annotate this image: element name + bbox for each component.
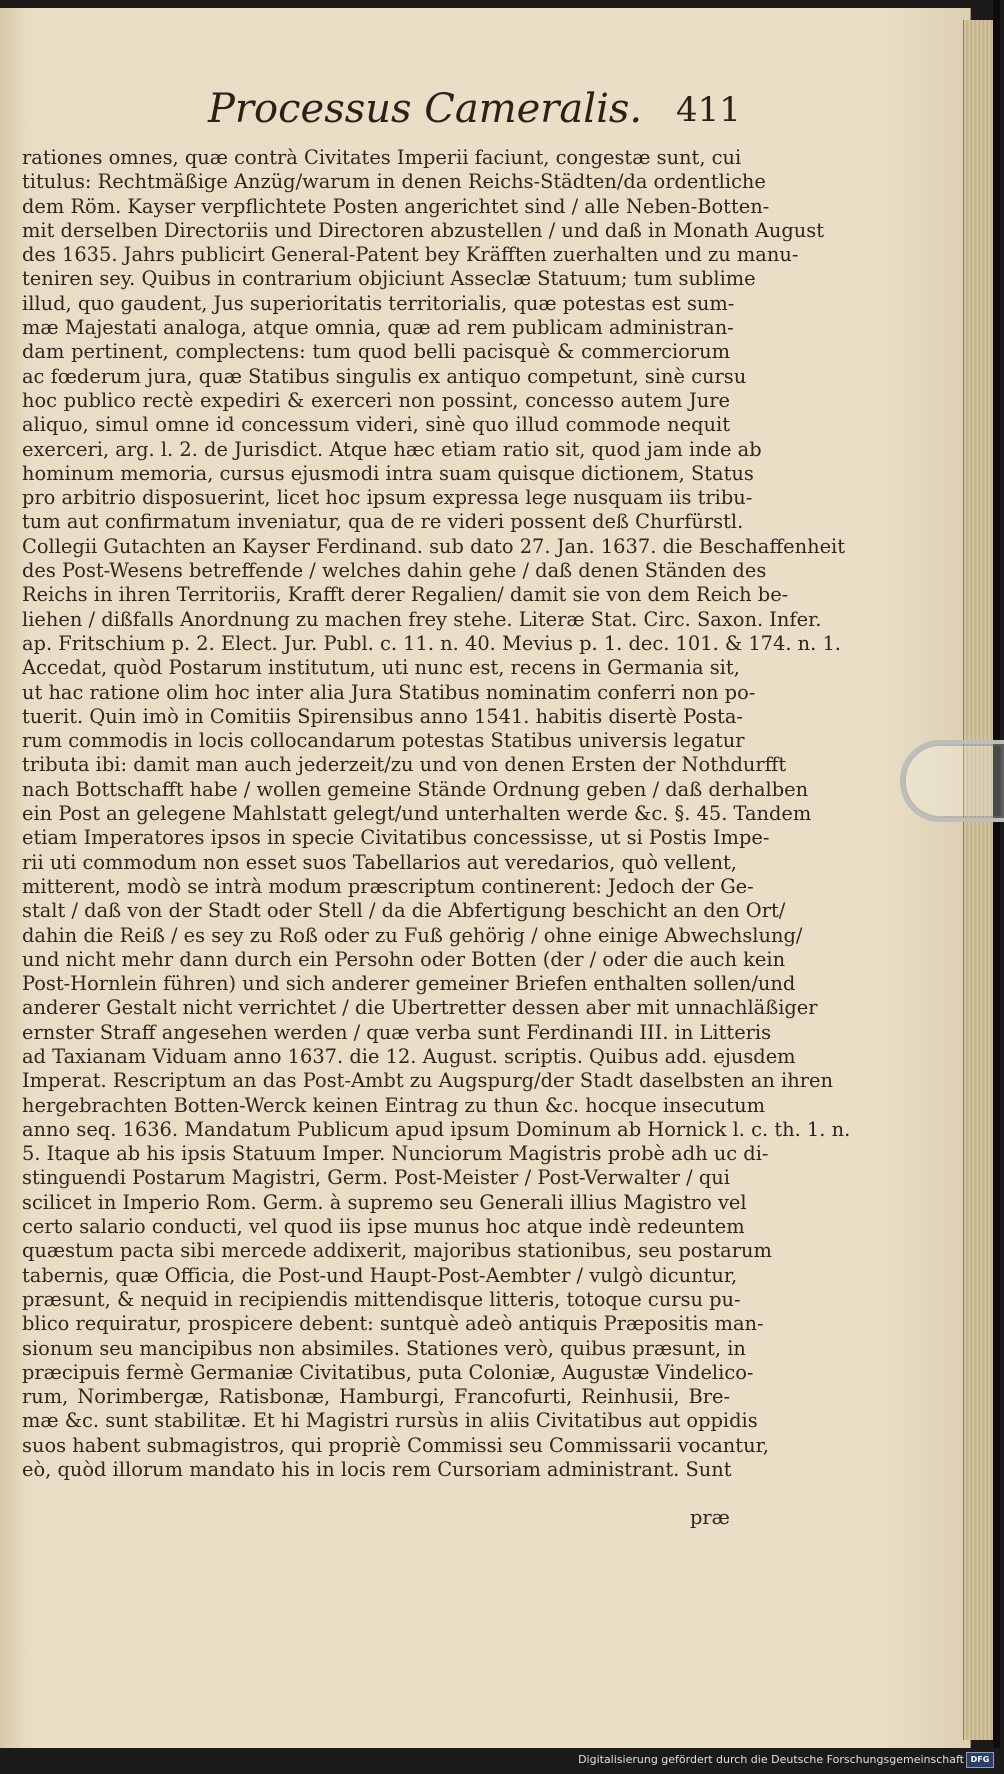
text-line: dahin die Reiß / es sey zu Roß oder zu Fuß gehörig / ohne einige Abwechslung/ [22,923,803,947]
text-line: illud, quo gaudent, Jus superioritatis territorialis, quæ potestas est sum- [22,291,735,315]
page-number: 411 [676,90,741,130]
text-line: præcipuis fermè Germaniæ Civitatibus, puta Coloniæ, Augustæ Vindelico- [22,1360,754,1384]
text-line: blico requiratur, prospicere debent: suntquè adeò antiquis Præpositis man- [22,1312,764,1336]
text-line: rii uti commodum non esset suos Tabellarios aut veredarios, quò vellent, [22,850,737,874]
text-line: des 1635. Jahrs publicirt General-Patent bey Kräfften zuerhalten und zu manu- [22,243,799,267]
page-edge-stack [963,20,994,1740]
text-line: tabernis, quæ Officia, die Post-und Haupt-Post-Aembter / vulgò dicuntur, [22,1263,738,1287]
body-text [22,146,851,1482]
text-line: pro arbitrio disposuerint, licet hoc ipsum expressa lege nusquam iis tribu- [22,486,753,510]
text-line: ap. Fritschium p. 2. Elect. Jur. Publ. c. 11. n. 40. Mevius p. 1. dec. 101. & 174. n. 1. [22,631,841,655]
text-line: ac fœderum jura, quæ Statibus singulis ex antiquo competunt, sinè cursu [22,364,747,388]
text-line: rationes omnes, quæ contrà Civitates Imperii faciunt, congestæ sunt, cui [22,146,742,169]
text-line: præsunt, & nequid in recipiendis mittendisque litteris, totoque cursu pu- [22,1287,741,1311]
footer-bar [0,1748,1000,1774]
text-line: hominum memoria, cursus ejusmodi intra suam quisque dictionem, Status [22,461,754,485]
text-line: tum aut confirmatum inveniatur, qua de re videri possent deß Churfürstl. [22,510,744,534]
text-line: rum, Norimbergæ, Ratisbonæ, Hamburgi, Francofurti, Reinhusii, Bre- [22,1385,730,1409]
text-line: quæstum pacta sibi mercede addixerit, majoribus stationibus, seu postarum [22,1239,772,1263]
book-page [0,8,971,1748]
catchword: præ [690,1506,730,1529]
text-line: ernster Straff angesehen werden / quæ verba sunt Ferdinandi III. in Litteris [22,1020,772,1044]
dfg-logo: DFG [966,1752,994,1768]
text-line: Collegii Gutachten an Kayser Ferdinand. sub dato 27. Jan. 1637. die Beschaffenheit [22,534,846,558]
text-line: anno seq. 1636. Mandatum Publicum apud ipsum Dominum ab Hornick l. c. th. 1. n. [22,1117,851,1141]
text-line: nach Bottschafft habe / wollen gemeine Stände Ordnung geben / daß derhalben [22,777,809,801]
text-line: hergebrachten Botten-Werck keinen Eintrag zu thun &c. hocque insecutum [22,1093,765,1117]
text-line: Reichs in ihren Territoriis, Krafft derer Regalien/ damit sie von dem Reich be- [22,583,789,607]
text-line: Accedat, quòd Postarum institutum, uti nunc est, recens in Germania sit, [22,656,740,680]
text-line: certo salario conducti, vel quod iis ipse munus hoc atque indè redeuntem [22,1215,745,1239]
text-line: stalt / daß von der Stadt oder Stell / da die Abfertigung beschicht an den Ort/ [22,899,786,923]
text-line: hoc publico rectè expediri & exerceri non possint, concesso autem Jure [22,388,730,412]
text-line: scilicet in Imperio Rom. Germ. à supremo seu Generali illius Magistro vel [22,1190,747,1214]
text-line: und nicht mehr dann durch ein Persohn oder Botten (der / oder die auch kein [22,947,786,971]
text-line: liehen / dißfalls Anordnung zu machen frey stehe. Literæ Stat. Circ. Saxon. Infer. [22,607,822,631]
running-title: Processus Cameralis. [208,86,643,132]
text-line: exerceri, arg. l. 2. de Jurisdict. Atque hæc etiam ratio sit, quod jam inde ab [22,437,762,461]
text-line: dem Röm. Kayser verpflichtete Posten angerichtet sind / alle Neben-Botten- [22,194,770,218]
text-line: Imperat. Rescriptum an das Post-Ambt zu Augspurg/der Stadt daselbsten an ihren [22,1069,833,1093]
text-line: aliquo, simul omne id concessum videri, sinè quo illud commode nequit [22,413,730,437]
text-line: stinguendi Postarum Magistri, Germ. Post-Meister / Post-Verwalter / qui [22,1166,730,1190]
text-line: suos habent submagistros, qui propriè Commissi seu Commissarii vocantur, [22,1433,769,1457]
text-line: mit derselben Directoriis und Directoren abzustellen / und daß in Monath August [22,218,825,242]
text-line: anderer Gestalt nicht verrichtet / die Ubertretter dessen aber mit unnachläßiger [22,996,818,1020]
text-line: ein Post an gelegene Mahlstatt gelegt/und unterhalten werde &c. §. 45. Tandem [22,802,812,826]
scan-border [993,0,1000,1774]
text-line: ut hac ratione olim hoc inter alia Jura Statibus nominatim conferri non po- [22,680,756,704]
text-line: mitterent, modò se intrà modum præscriptum continerent: Jedoch der Ge- [22,874,754,898]
text-line: Post-Hornlein führen) und sich anderer gemeiner Briefen enthalten sollen/und [22,972,796,996]
funding-credit: Digitalisierung gefördert durch die Deutsche Forschungsgemeinschaft [578,1753,964,1766]
text-line: tuerit. Quin imò in Comitiis Spirensibus anno 1541. habitis disertè Posta- [22,704,743,728]
text-line: teniren sey. Quibus in contrarium objiciunt Asseclæ Statuum; tum sublime [22,267,756,291]
text-line: tributa ibi: damit man auch jederzeit/zu und von denen Ersten der Nothdurfft [22,753,787,777]
text-line: rum commodis in locis collocandarum potestas Statibus universis legatur [22,729,745,753]
paper-clip [900,740,1004,822]
text-line: mæ Majestati analoga, atque omnia, quæ ad rem publicam administran- [22,316,734,340]
page-header [208,86,768,148]
text-line: sionum seu mancipibus non absimiles. Stationes verò, quibus præsunt, in [22,1336,746,1360]
text-line: 5. Itaque ab his ipsis Statuum Imper. Nunciorum Magistris probè adh uc di- [22,1142,769,1166]
text-line: titulus: Rechtmäßige Anzüg/warum in denen Reichs-Städten/da ordentliche [22,170,766,194]
text-line: eò, quòd illorum mandato his in locis rem Cursoriam administrant. Sunt [22,1458,732,1482]
text-line: etiam Imperatores ipsos in specie Civitatibus concessisse, ut si Postis Impe- [22,826,770,850]
text-line: dam pertinent, complectens: tum quod belli pacisquè & commerciorum [22,340,730,364]
text-line: ad Taxianam Viduam anno 1637. die 12. August. scriptis. Quibus add. ejusdem [22,1044,796,1068]
text-line: des Post-Wesens betreffende / welches dahin gehe / daß denen Ständen des [22,559,767,583]
text-line: mæ &c. sunt stabilitæ. Et hi Magistri rursùs in aliis Civitatibus aut oppidis [22,1409,758,1433]
